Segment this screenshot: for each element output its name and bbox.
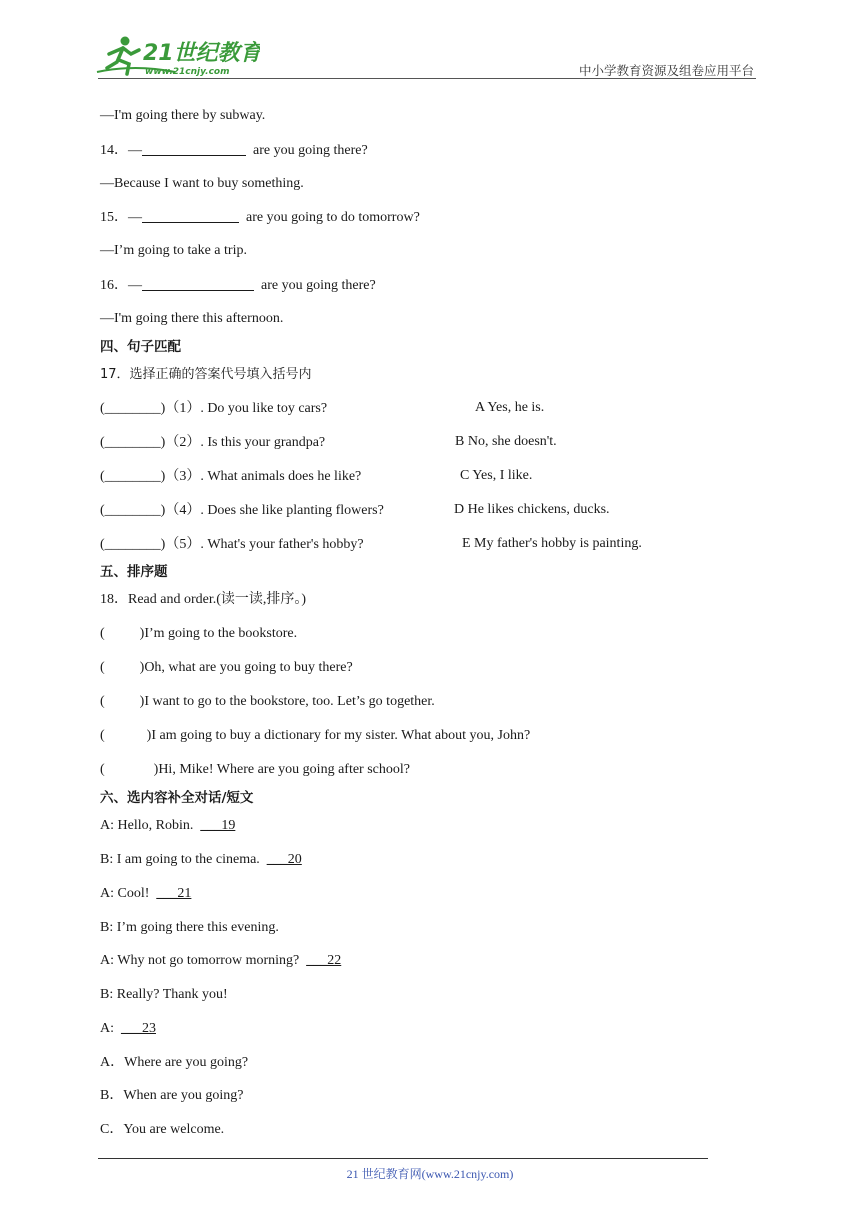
q16-blank[interactable] xyxy=(142,276,254,291)
dialogue-text: A: Cool! xyxy=(100,886,157,901)
blank-21[interactable]: ___21 xyxy=(156,886,192,901)
order-row-3[interactable]: ( )I want to go to the bookstore, too. Let’s go together. xyxy=(100,694,435,709)
dialogue-line-4: B: I’m going there this evening. xyxy=(100,920,279,935)
match-row-3-left[interactable]: (________)（3）. What animals does he like? xyxy=(100,469,362,484)
q14-blank[interactable] xyxy=(142,141,246,156)
q13-answer: —I'm going there by subway. xyxy=(100,108,266,123)
dialogue-text: A: Why not go tomorrow morning? xyxy=(100,953,307,968)
blank-22[interactable]: ___22 xyxy=(306,953,342,968)
match-row-2-left[interactable]: (________)（2）. Is this your grandpa? xyxy=(100,435,326,450)
match-row-1-right: A Yes, he is. xyxy=(475,400,545,415)
q16-text: are you going there? xyxy=(254,278,376,293)
q14-question xyxy=(100,141,368,160)
section5-title: 五、排序题 xyxy=(100,564,168,580)
q14-text: are you going there? xyxy=(246,143,368,158)
match-row-1-left[interactable]: (________)（1）. Do you like toy cars? xyxy=(100,401,328,416)
option-b: B．When are you going? xyxy=(100,1088,244,1103)
match-row-4-left[interactable]: (________)（4）. Does she like planting flowers? xyxy=(100,503,384,518)
order-row-2[interactable]: ( )Oh, what are you going to buy there? xyxy=(100,660,353,675)
platform-name: 中小学教育资源及组卷应用平台 xyxy=(578,63,754,78)
dialogue-line-3 xyxy=(100,885,191,903)
q16-number: 16．— xyxy=(100,278,142,293)
dialogue-line-6: B: Really? Thank you! xyxy=(100,987,228,1002)
blank-19[interactable]: ___19 xyxy=(200,818,236,833)
q18-instruction: 18．Read and order.(读一读,排序。) xyxy=(100,592,307,607)
q16-question xyxy=(100,276,376,295)
footer-divider xyxy=(98,1158,708,1159)
dialogue-line-1 xyxy=(100,817,235,835)
q16-answer: —I'm going there this afternoon. xyxy=(100,311,284,326)
q15-number: 15．— xyxy=(100,210,142,225)
page-header xyxy=(0,0,860,80)
footer-link[interactable]: 21 世纪教育网(www.21cnjy.com) xyxy=(346,1167,514,1181)
svg-text:www.21cnjy.com: www.21cnjy.com xyxy=(145,67,230,77)
dialogue-text: B: I am going to the cinema. xyxy=(100,852,267,867)
q15-blank[interactable] xyxy=(142,208,239,223)
dialogue-line-7 xyxy=(100,1020,156,1038)
match-row-2-right: B No, she doesn't. xyxy=(455,434,557,449)
order-row-4[interactable]: ( )I am going to buy a dictionary for my sister. What about you, John? xyxy=(100,728,531,743)
dialogue-text: A: xyxy=(100,1021,121,1036)
order-row-5[interactable]: ( )Hi, Mike! Where are you going after school? xyxy=(100,762,410,777)
match-row-3-right: C Yes, I like. xyxy=(460,468,533,483)
q15-text: are you going to do tomorrow? xyxy=(239,210,420,225)
option-a: A．Where are you going? xyxy=(100,1055,249,1070)
blank-23[interactable]: ___23 xyxy=(121,1021,156,1036)
option-c: C．You are welcome. xyxy=(100,1122,225,1137)
match-row-4-right: D He likes chickens, ducks. xyxy=(454,502,610,517)
blank-20[interactable]: ___20 xyxy=(266,852,302,867)
runner-logo-icon xyxy=(95,34,260,78)
q14-number: 14．— xyxy=(100,143,142,158)
match-row-5-right: E My father's hobby is painting. xyxy=(462,536,642,551)
q15-question xyxy=(100,208,420,227)
header-divider xyxy=(98,78,756,79)
order-row-1[interactable]: ( )I’m going to the bookstore. xyxy=(100,626,298,641)
q15-answer: —I’m going to take a trip. xyxy=(100,243,247,258)
match-row-5-left[interactable]: (________)（5）. What's your father's hobby? xyxy=(100,537,364,552)
site-logo xyxy=(95,34,260,78)
dialogue-line-5 xyxy=(100,952,341,970)
q14-answer: —Because I want to buy something. xyxy=(100,176,304,191)
q17-instruction: 17．选择正确的答案代号填入括号内 xyxy=(100,367,312,382)
dialogue-line-2 xyxy=(100,851,302,869)
dialogue-text: A: Hello, Robin. xyxy=(100,818,201,833)
section4-title: 四、句子匹配 xyxy=(100,339,181,355)
section6-title: 六、选内容补全对话/短文 xyxy=(100,790,254,806)
svg-text:21世纪教育: 21世纪教育 xyxy=(143,41,260,66)
